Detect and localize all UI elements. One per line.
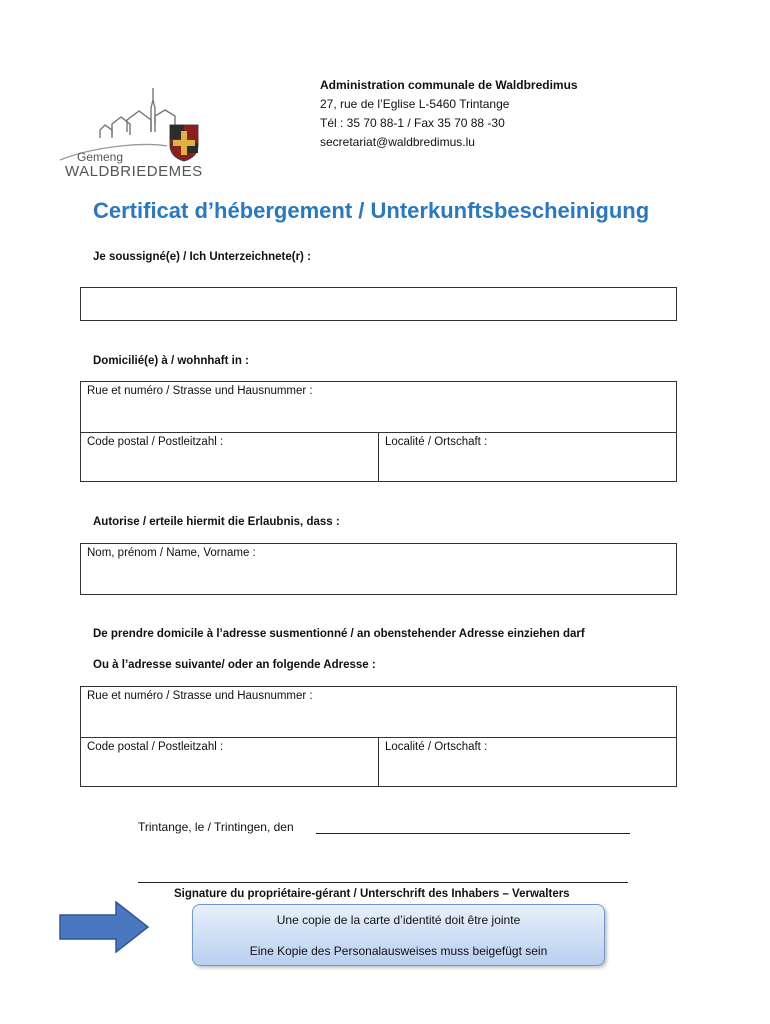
date-input-line[interactable]: [316, 833, 630, 834]
authorization-label: Autorise / erteile hiermit die Erlaubnis, dass :: [93, 516, 340, 528]
municipality-logo: [55, 80, 205, 180]
logo-text-bottom: WALDBRIEDEMES: [65, 163, 203, 180]
undersigned-label: Je soussigné(e) / Ich Unterzeichnete(r) :: [93, 251, 311, 263]
date-place-label: Trintange, le / Trintingen, den: [138, 820, 294, 834]
alternate-address-table: [80, 686, 677, 787]
alternate-locality-label: Localité / Ortschaft :: [385, 741, 488, 753]
street-address: 27, rue de l’Eglise L-5460 Trintange: [320, 97, 510, 111]
document-title: Certificat d’hébergement / Unterkunftsbescheinigung: [93, 198, 650, 223]
domicile-postal-field[interactable]: [81, 433, 379, 481]
alternate-locality-field[interactable]: [379, 738, 676, 786]
notice-german: Eine Kopie des Personalausweises muss beigefügt sein: [249, 944, 548, 958]
guest-name-field[interactable]: [80, 543, 677, 595]
phone-fax: Tél : 35 70 88-1 / Fax 35 70 88 -30: [320, 116, 505, 130]
notice-french: Une copie de la carte d’identité doit être jointe: [276, 913, 521, 927]
email-address: secretariat@waldbredimus.lu: [320, 135, 475, 149]
domicile-locality-label: Localité / Ortschaft :: [385, 436, 488, 448]
domicile-address-table: [80, 381, 677, 482]
signature-line[interactable]: [138, 882, 628, 883]
id-copy-notice: [192, 904, 605, 966]
alternate-street-label: Rue et numéro / Strasse und Hausnummer :: [87, 690, 313, 702]
logo-text-top: Gemeng: [77, 150, 124, 164]
domicile-label: Domicilié(e) à / wohnhaft in :: [93, 355, 249, 367]
alternate-postal-field[interactable]: [81, 738, 379, 786]
move-in-text: De prendre domicile à l’adresse susmentionné / an obenstehender Adresse einziehen darf: [93, 628, 585, 640]
guest-name-label: Nom, prénom / Name, Vorname :: [87, 547, 256, 559]
signature-label: Signature du propriétaire-gérant / Unterschrift des Inhabers – Verwalters: [174, 888, 570, 900]
alternate-address-label: Ou à l’adresse suivante/ oder an folgende Adresse :: [93, 659, 376, 671]
domicile-postal-label: Code postal / Postleitzahl :: [87, 436, 224, 448]
domicile-street-field[interactable]: [81, 382, 676, 433]
undersigned-name-field[interactable]: [80, 287, 677, 321]
domicile-locality-field[interactable]: [379, 433, 676, 481]
alternate-street-field[interactable]: [81, 687, 676, 738]
address-block: [320, 76, 578, 152]
administration-name: Administration communale de Waldbredimus: [320, 78, 578, 92]
arrow-right-icon: [58, 900, 150, 954]
alternate-postal-label: Code postal / Postleitzahl :: [87, 741, 224, 753]
domicile-street-label: Rue et numéro / Strasse und Hausnummer :: [87, 385, 313, 397]
